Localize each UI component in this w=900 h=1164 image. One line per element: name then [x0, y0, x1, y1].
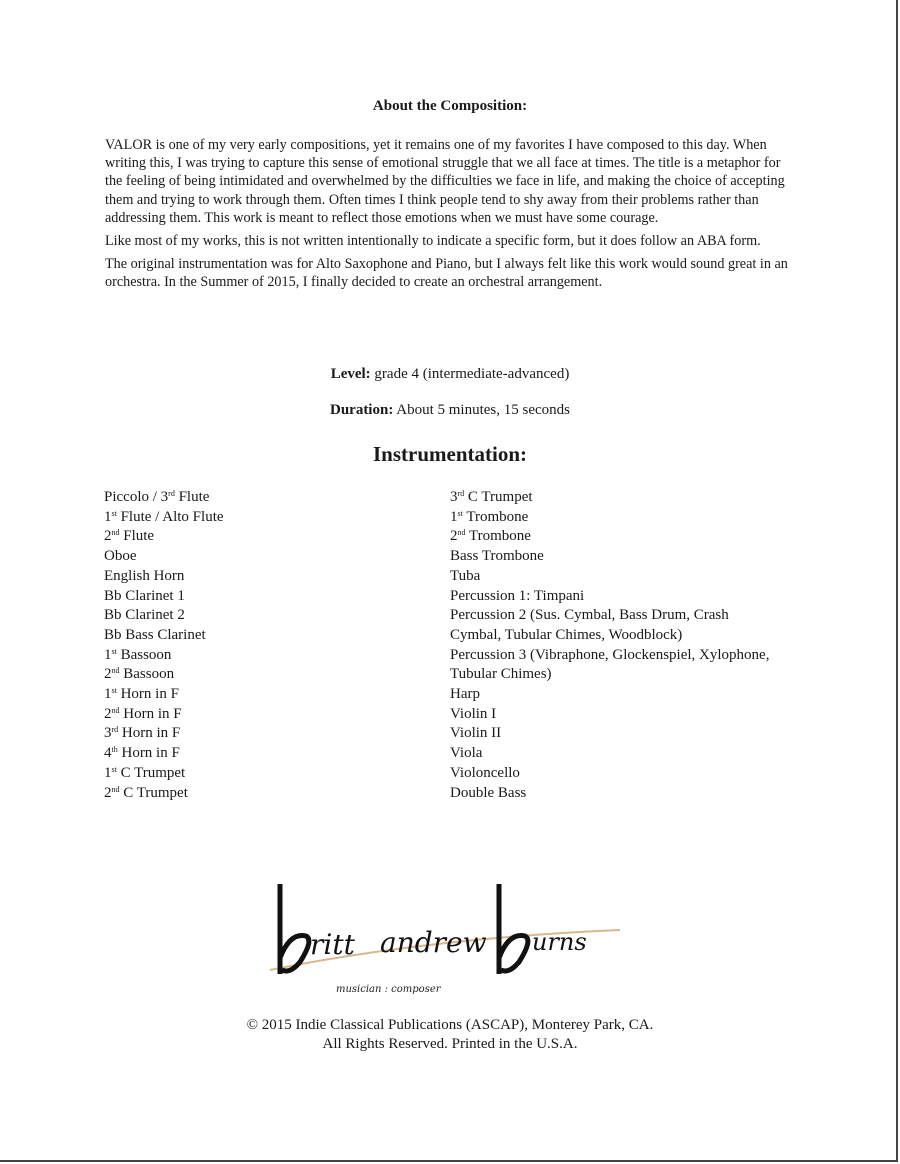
instrument-item: 2nd Bassoon [104, 666, 175, 683]
composer-logo-image [250, 878, 650, 998]
level-label: Level: [330, 366, 371, 382]
instrument-item: Violoncello [450, 764, 520, 781]
logo-b-bowl [499, 935, 528, 971]
about-paragraph: The original instrumentation was for Alto Saxophone and Piano, but I always felt like this work would sound great in an orchestra. In the Summer of 2015, I finally decided to create an orchestral arrangement. [105, 256, 788, 291]
composer-logo [250, 878, 650, 998]
instrument-item: 3rd C Trumpet [450, 489, 533, 505]
logo-tagline: musician : composer [336, 984, 441, 995]
duration-line [0, 402, 900, 419]
instrument-item: Oboe [104, 548, 137, 565]
instrument-item: Harp [450, 686, 480, 703]
instrument-item: English Horn [104, 567, 185, 584]
about-paragraph: Like most of my works, this is not written intentionally to indicate a specific form, but it does follow an ABA form. [105, 233, 761, 250]
copyright-line: © 2015 Indie Classical Publications (ASCAP), Monterey Park, CA. [246, 1017, 654, 1033]
rights-line: All Rights Reserved. Printed in the U.S.A. [322, 1036, 578, 1052]
instrument-item: 4th Horn in F [104, 745, 180, 762]
about-heading: About the Composition: [372, 98, 528, 114]
instrument-item: 3rd Horn in F [104, 725, 181, 742]
instrument-list-right [450, 488, 780, 803]
instrument-item: Tuba [450, 567, 481, 584]
instrument-item: Bb Clarinet 2 [104, 607, 185, 624]
instrument-item: 2nd C Trumpet [104, 784, 188, 801]
instrument-item: 1st Bassoon [104, 646, 172, 663]
instrument-item: Percussion 1: Timpani [450, 587, 585, 604]
instrument-item: Violin I [450, 705, 497, 722]
duration-value: About 5 minutes, 15 seconds [396, 402, 571, 418]
level-value: grade 4 (intermediate-advanced) [374, 366, 570, 382]
instrument-item: Double Bass [450, 784, 527, 801]
instrument-item: Percussion 3 (Vibraphone, Glockenspiel, Xylophone, Tubular Chimes) [450, 646, 770, 683]
instrument-item: Piccolo / 3rd Flute [104, 489, 210, 505]
logo-ritt: ritt [310, 928, 355, 961]
instrument-item: 1st Horn in F [104, 686, 179, 703]
logo-andrew: andrew [380, 926, 487, 959]
copyright-notice [0, 1016, 900, 1054]
instrument-item: Bb Clarinet 1 [104, 587, 185, 604]
instrument-item: 2nd Trombone [450, 528, 531, 545]
instrument-list-left [104, 488, 424, 803]
instrument-item: 2nd Horn in F [104, 705, 182, 722]
instrument-item: Percussion 2 (Sus. Cymbal, Bass Drum, Crash Cymbal, Tubular Chimes, Woodblock) [450, 607, 729, 643]
about-paragraph: VALOR is one of my very early compositions, yet it remains one of my favorites I have composed to this day. When writing this, I was trying to capture this sense of emotional struggle that we all face at times. The title is a metaphor for the feeling of being intimidated and overwhelmed by the difficulties we face in life, and making the choice of accepting them and trying to work through them. Often times I think people tend to shy away from their problems rather than addressing them. This work is meant to reflect those emotions when we must have some courage. [105, 137, 785, 226]
instrument-item: Bb Bass Clarinet [104, 626, 206, 643]
instrumentation-heading: Instrumentation: [372, 442, 527, 466]
instrument-item: 1st Flute / Alto Flute [104, 508, 224, 525]
duration-label: Duration: [329, 402, 394, 418]
logo-b-bowl [280, 935, 309, 971]
logo-urns: urns [532, 928, 587, 956]
about-text [105, 136, 795, 297]
instrument-item: Violin II [450, 725, 502, 742]
instrument-item: 1st Trombone [450, 508, 529, 525]
instrument-item: Bass Trombone [450, 548, 544, 565]
level-line [0, 366, 900, 383]
instrument-item: 1st C Trumpet [104, 764, 186, 781]
instrument-item: Viola [450, 745, 483, 762]
instrument-item: 2nd Flute [104, 528, 155, 545]
